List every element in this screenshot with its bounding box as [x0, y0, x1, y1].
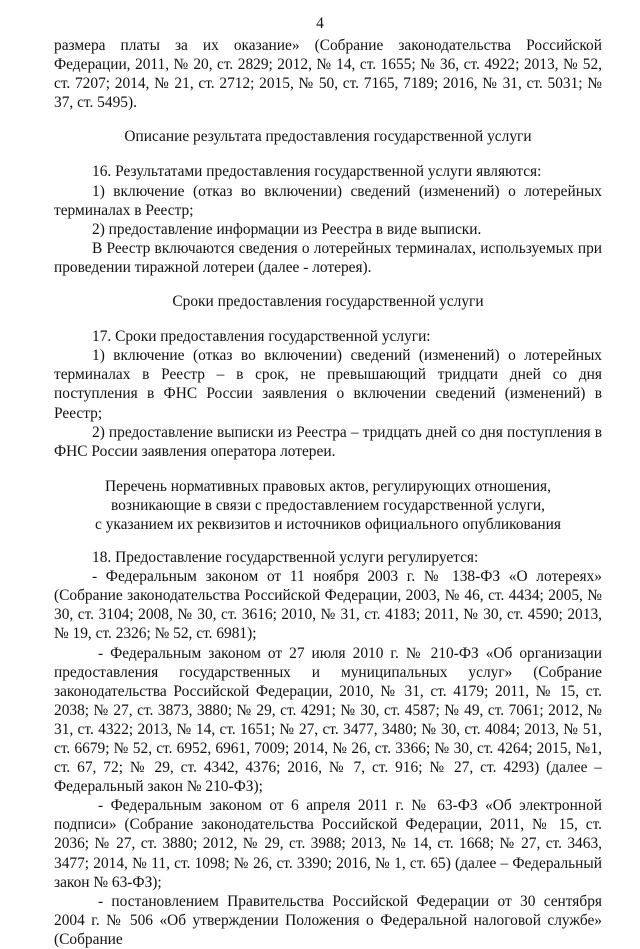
- paragraph-16: 16. Результатами предоставления государственной услуги являются:: [92, 163, 542, 181]
- paragraph-17-item-1: 1) включение (отказ во включении) сведений (изменений) о лотерейных терминалах в Реестр – в срок, не превышающий тридцати дней со дня поступления в ФНС России заявления о включении сведений (изменений) в Реестр;: [54, 347, 602, 422]
- paragraph-16-registry: В Реестр включаются сведения о лотерейных терминалах, используемых при проведении тиражной лотереи (далее - лотерея).: [54, 239, 602, 276]
- heading-acts: [54, 477, 602, 534]
- paragraph-16-item-2: 2) предоставление информации из Реестра в виде выписки.: [92, 220, 482, 238]
- paragraph-18: 18. Предоставление государственной услуги регулируется:: [92, 549, 479, 567]
- heading-result: Описание результата предоставления государственной услуги: [124, 128, 532, 146]
- paragraph-18-resolution-506: - постановлением Правительства Российской Федерации от 30 сентября 2004 г. № 506 «Об утверждении Положения о Федеральной налоговой службе» (Собрание: [54, 892, 602, 948]
- paragraph-17: 17. Сроки предоставления государственной услуги:: [92, 328, 431, 346]
- heading-terms: Сроки предоставления государственной услуги: [172, 293, 484, 311]
- heading-acts-line-2: возникающие в связи с предоставлением государственной услуги,: [110, 496, 546, 514]
- paragraph-16-item-1: 1) включение (отказ во включении) сведений (изменений) о лотерейных терминалах в Реестр;: [54, 182, 602, 219]
- page-number: 4: [316, 15, 324, 32]
- paragraph-intro: размера платы за их оказание» (Собрание законодательства Российской Федерации, 2011, № 20, ст. 2829; 2012, № 14, ст. 1655; № 36, ст. 4922; 2013, № 52, ст. 7207; 2014, № 21, ст. 2712; 2015, № 50, ст. 7165, 7189; 2016, № 31, ст. 5031; № 37, ст. 5495).: [54, 37, 602, 112]
- paragraph-18-law-138fz: - Федеральным законом от 11 ноября 2003 г. № 138-ФЗ «О лотереях» (Собрание законодательства Российской Федерации, 2003, № 46, ст. 4434; 2005, № 30, ст. 3104; 2008, № 30, ст. 3616; 2010, № 31, ст. 4183; 2011, № 30, ст. 4590; 2013, № 19, ст. 2326; № 52, ст. 6981);: [54, 568, 602, 643]
- paragraph-18-law-210fz: - Федеральным законом от 27 июля 2010 г. № 210-ФЗ «Об организации предоставления государственных и муниципальных услуг» (Собрание законодательства Российской Федерации, 2010, № 31, ст. 4179; 2011, № 15, ст. 2038; № 27, ст. 3873, 3880; № 29, ст. 4291; № 30, ст. 4587; № 49, ст. 7061; 2012, № 31, ст. 4322; 2013, № 14, ст. 1651; № 27, ст. 3477, 3480; № 30, ст. 4084; 2013, № 51, ст. 6679; № 52, ст. 6952, 6961, 7009; 2014, № 26, ст. 3366; № 30, ст. 4264; 2015, №1, ст. 67, 72; № 29, ст. 4342, 4376; 2016, № 7, ст. 916; № 27, ст. 4293) (далее – Федеральный закон № 210-ФЗ);: [54, 644, 602, 796]
- heading-acts-line-3: с указанием их реквизитов и источников официального опубликования: [95, 515, 561, 533]
- paragraph-18-law-63fz: - Федеральным законом от 6 апреля 2011 г. № 63-ФЗ «Об электронной подписи» (Собрание законодательства Российской Федерации, 2011, № 15, ст. 2036; № 27, ст. 3880; 2012, № 29, ст. 3988; 2013, № 14, ст. 1668; № 27, ст. 3463, 3477; 2014, № 11, ст. 1098; № 26, ст. 3390; 2016, № 1, ст. 65) (далее – Федеральный закон № 63-ФЗ);: [54, 797, 602, 891]
- document-body: [54, 36, 602, 949]
- heading-acts-line-1: Перечень нормативных правовых актов, регулирующих отношения,: [105, 477, 551, 495]
- paragraph-17-item-2: 2) предоставление выписки из Реестра – тридцать дней со дня поступления в ФНС России заявления оператора лотереи.: [54, 423, 602, 460]
